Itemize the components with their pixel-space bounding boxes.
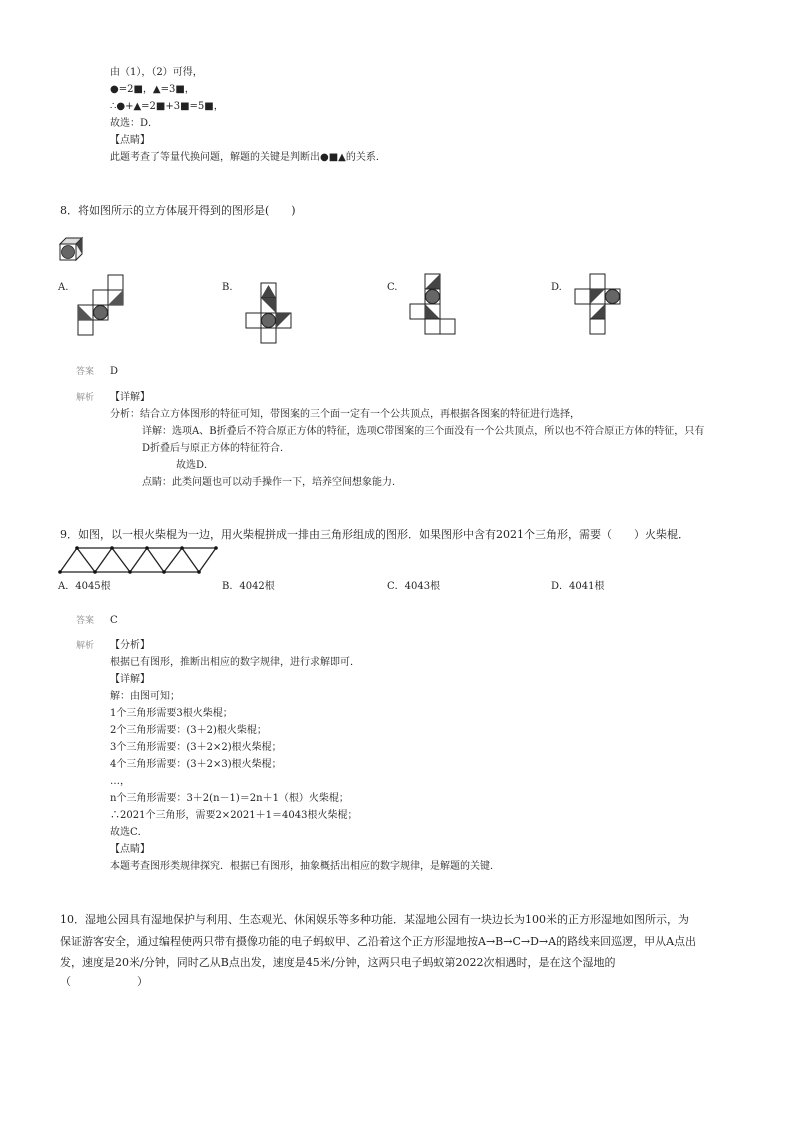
q9-analysis-label: 解析 <box>76 641 95 651</box>
q10-line-2: 保证游客安全，通过编程使两只带有摄像功能的电子蚂蚁甲、乙沿着这个正方形湿地按A→B→C→D→A的路线来回巡逻，甲从A点出 <box>60 935 697 948</box>
q9-analysis-6: 4个三角形需要：(3＋2×3)根火柴棍； <box>110 759 282 770</box>
q7-line-4: 故选：D． <box>110 118 159 129</box>
q10-line-4: （ ） <box>60 975 148 988</box>
q9-analysis-11: 本题考查图形类规律探究．根据已有图形，抽象概括出相应的数字规律，是解题的关键． <box>110 861 500 872</box>
q8-option-c-net[interactable] <box>410 274 460 338</box>
q7-line-5: 此题考查了等量代换问题，解题的关键是判断出●■▲的关系． <box>110 152 386 163</box>
q9-analysis-1: 根据已有图形，推断出相应的数字规律，进行求解即可． <box>110 657 360 668</box>
q8-answer-label: 答案 <box>76 367 95 377</box>
q8-option-c-label: C. <box>387 282 398 293</box>
q9-option-b[interactable]: B．4042根 <box>222 581 275 592</box>
q9-option-a[interactable]: A．4045根 <box>58 581 111 592</box>
q8-question: 8．将如图所示的立方体展开得到的图形是( ) <box>60 204 296 217</box>
q9-analysis-10: 故选C． <box>110 827 148 838</box>
q8-cube-figure <box>60 238 84 262</box>
q9-answer: C <box>110 615 118 626</box>
q8-analysis-3: D折叠后与原正方体的特征符合． <box>142 443 291 454</box>
q10-line-1: 10．湿地公园具有湿地保护与利用、生态观光、休闲娱乐等多种功能．某湿地公园有一块边长为100米的正方形湿地如图所示，为 <box>60 913 689 926</box>
q9-analysis-7: …， <box>110 776 130 787</box>
q9-analysis-8: n个三角形需要：3＋2(n－1)＝2n＋1（根）火柴棍； <box>110 793 349 804</box>
q9-question: 9．如图，以一根火柴棍为一边，用火柴棍拼成一排由三角形组成的图形．如果图形中含有2021个三角形，需要（ ）火柴棍． <box>60 528 689 541</box>
q8-answer: D <box>110 366 119 377</box>
q9-analysis-9: ∴2021个三角形，需要2×2021＋1＝4043根火柴棍； <box>110 810 358 821</box>
q9-analysis-4: 2个三角形需要：(3＋2)根火柴棍； <box>110 725 267 736</box>
q10-line-3: 发，速度是20米/分钟，同时乙从B点出发，速度是45米/分钟，这两只电子蚂蚁第2022次相遇时，是在这个湿地的 <box>60 956 616 969</box>
q9-analysis-5: 3个三角形需要：(3＋2×2)根火柴棍； <box>110 742 282 753</box>
q7-dianjing-heading: 【点睛】 <box>110 135 150 146</box>
q7-line-1: 由（1），（2）可得， <box>110 67 203 78</box>
q9-option-d[interactable]: D．4041根 <box>551 581 605 592</box>
q7-line-2: ●=2■，▲=3■， <box>110 84 195 95</box>
q8-option-a-net[interactable] <box>78 275 138 335</box>
q8-analysis-2: 详解：选项A、B折叠后不符合原正方体的特征，选项C带图案的三个面没有一个公共顶点，所以也不符合原正方体的特征，只有 <box>142 426 705 437</box>
q8-xiangjie-heading: 【详解】 <box>110 392 150 403</box>
q8-analysis-4: 故选D． <box>176 460 215 471</box>
q8-analysis-5: 点睛：此类问题也可以动手操作一下，培养空间想象能力． <box>142 477 402 488</box>
q8-option-d-net[interactable] <box>575 274 639 338</box>
q8-option-d-label: D. <box>551 282 562 293</box>
q9-fenxi-heading: 【分析】 <box>110 640 150 651</box>
q9-analysis-2: 解：由图可知； <box>110 691 180 702</box>
q9-matchstick-figure <box>60 544 230 576</box>
q8-option-b-label: B. <box>222 282 233 293</box>
q8-option-a-label: A. <box>58 282 69 293</box>
q8-option-b-net[interactable] <box>246 283 296 358</box>
q8-analysis-label: 解析 <box>76 393 95 403</box>
q9-analysis-3: 1个三角形需要3根火柴棍； <box>110 708 233 719</box>
q7-line-3: ∴●+▲=2■+3■=5■， <box>110 101 224 112</box>
q8-analysis-1: 分析：结合立方体图形的特征可知，带图案的三个面一定有一个公共顶点，再根据各图案的特征进行选择， <box>110 409 580 420</box>
q9-answer-label: 答案 <box>76 616 95 626</box>
q9-xiangjie-heading: 【详解】 <box>110 674 150 685</box>
q9-dianjing-heading: 【点睛】 <box>110 844 150 855</box>
q9-option-c[interactable]: C．4043根 <box>387 581 441 592</box>
